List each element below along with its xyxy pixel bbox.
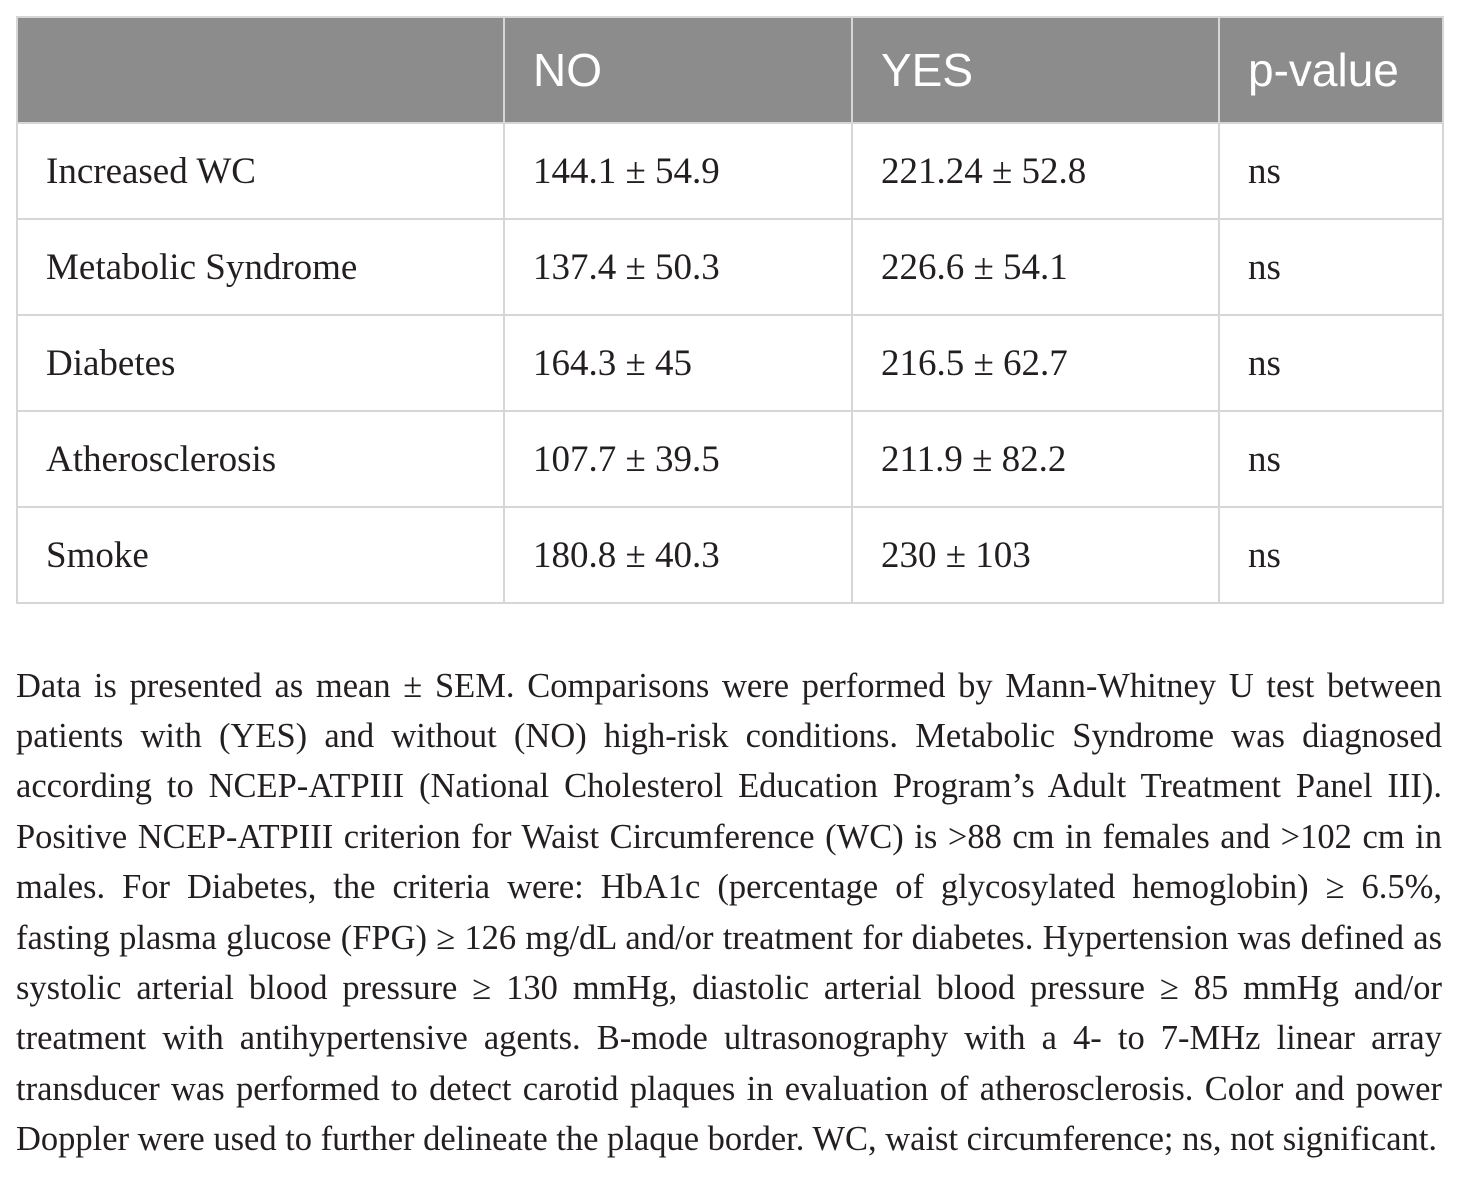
table-body xyxy=(17,123,1443,603)
cell-no: 137.4 ± 50.3 xyxy=(504,219,852,315)
table-header xyxy=(17,17,1443,123)
table-row xyxy=(17,507,1443,603)
header-cell-condition xyxy=(17,17,504,123)
table-footnote: Data is presented as mean ± SEM. Comparisons were performed by Mann-Whitney U test between patients with (YES) and without (NO) high-risk conditions. Metabolic Syndrome was diagnosed according to NCEP-ATPIII (National Cholesterol Education Program’s Adult Treatment Panel III). Positive NCEP-ATPIII criterion for Waist Circumference (WC) is >88 cm in females and >102 cm in males. For Diabetes, the criteria were: HbA1c (percentage of glycosylated hemoglobin) ≥ 6.5%, fasting plasma glucose (FPG) ≥ 126 mg/dL and/or treatment for diabetes. Hypertension was defined as systolic arterial blood pressure ≥ 130 mmHg, diastolic arterial blood pressure ≥ 85 mmHg and/or treatment with antihypertensive agents. B-mode ultrasonography with a 4- to 7-MHz linear array transducer was performed to detect carotid plaques in evaluation of atherosclerosis. Color and power Doppler were used to further delineate the plaque border. WC, waist circumference; ns, not significant. xyxy=(16,666,1442,1159)
cell-yes: 211.9 ± 82.2 xyxy=(852,411,1219,507)
data-table-container xyxy=(16,16,1442,604)
row-label: Metabolic Syndrome xyxy=(17,219,504,315)
row-label: Atherosclerosis xyxy=(17,411,504,507)
cell-p-value: ns xyxy=(1219,123,1443,219)
cell-yes: 221.24 ± 52.8 xyxy=(852,123,1219,219)
table-row xyxy=(17,315,1443,411)
header-cell-no: NO xyxy=(504,17,852,123)
cell-p-value: ns xyxy=(1219,507,1443,603)
cell-p-value: ns xyxy=(1219,219,1443,315)
row-label: Diabetes xyxy=(17,315,504,411)
cell-p-value: ns xyxy=(1219,411,1443,507)
cell-no: 180.8 ± 40.3 xyxy=(504,507,852,603)
cell-p-value: ns xyxy=(1219,315,1443,411)
header-cell-yes: YES xyxy=(852,17,1219,123)
cell-yes: 230 ± 103 xyxy=(852,507,1219,603)
cell-yes: 226.6 ± 54.1 xyxy=(852,219,1219,315)
cell-no: 107.7 ± 39.5 xyxy=(504,411,852,507)
data-table xyxy=(16,16,1444,604)
cell-no: 164.3 ± 45 xyxy=(504,315,852,411)
header-row xyxy=(17,17,1443,123)
table-row xyxy=(17,123,1443,219)
cell-no: 144.1 ± 54.9 xyxy=(504,123,852,219)
table-row xyxy=(17,219,1443,315)
row-label: Smoke xyxy=(17,507,504,603)
header-cell-p-value: p-value xyxy=(1219,17,1443,123)
table-row xyxy=(17,411,1443,507)
cell-yes: 216.5 ± 62.7 xyxy=(852,315,1219,411)
row-label: Increased WC xyxy=(17,123,504,219)
